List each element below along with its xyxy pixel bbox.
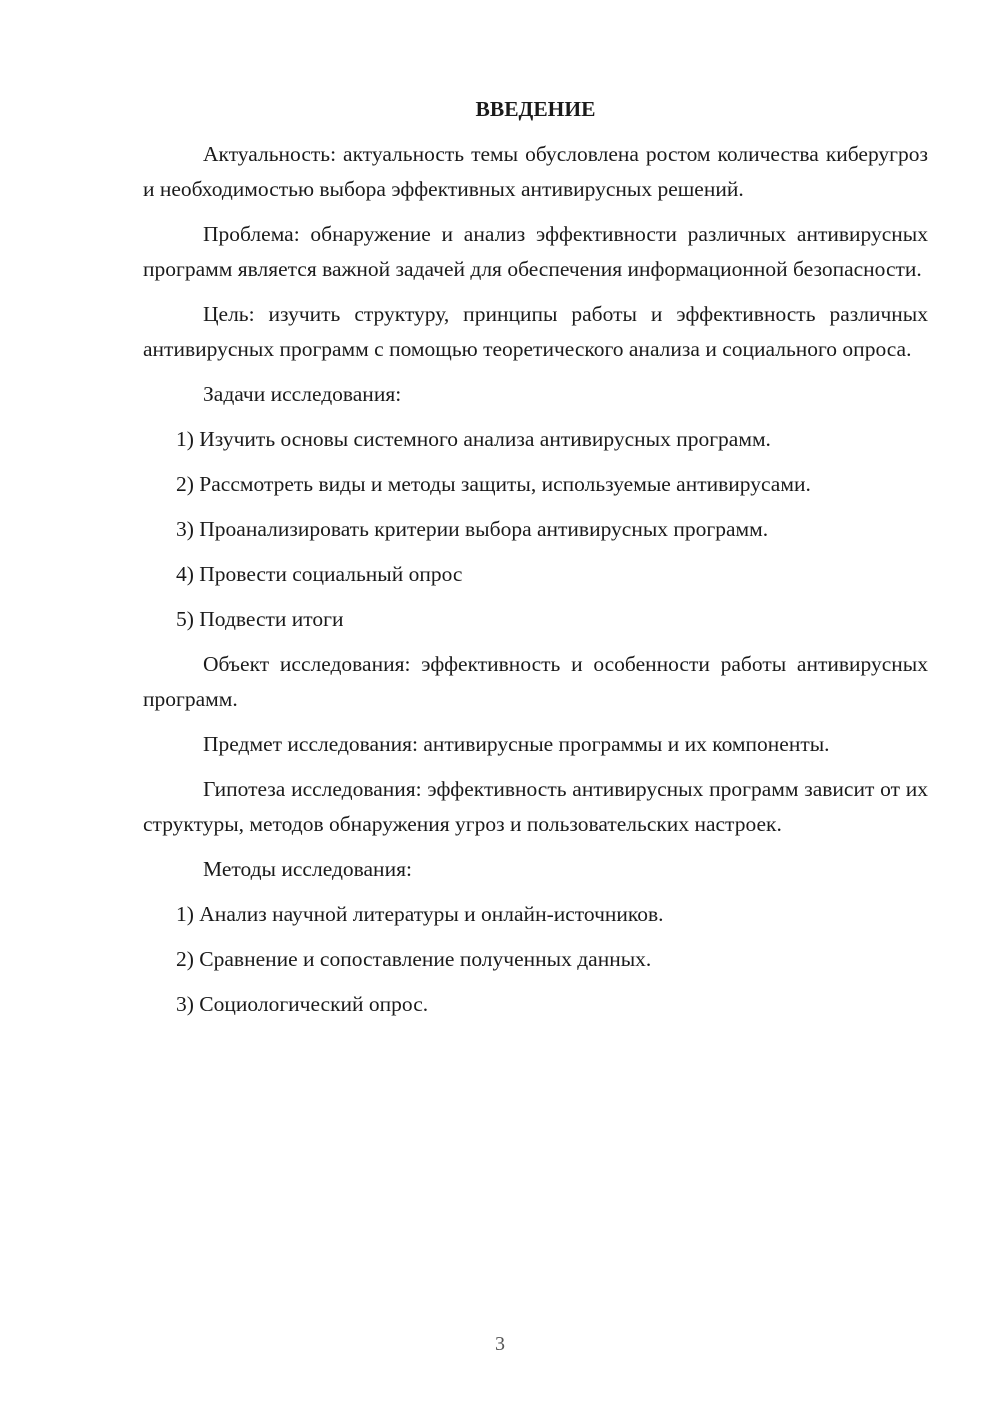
- task-item: 4) Провести социальный опрос: [176, 562, 463, 586]
- page-number: 3: [495, 1333, 505, 1355]
- subject-paragraph: Предмет исследования: антивирусные программы и их компоненты.: [203, 732, 830, 756]
- object-paragraph: Объект исследования: эффективность и особенности работы антивирусных программ.: [143, 652, 928, 711]
- problem-paragraph: Проблема: обнаружение и анализ эффективности различных антивирусных программ является важной задачей для обеспечения информационной безопасности.: [143, 222, 928, 281]
- task-item: 3) Проанализировать критерии выбора антивирусных программ.: [176, 517, 769, 541]
- method-item: 2) Сравнение и сопоставление полученных данных.: [176, 947, 652, 971]
- task-item: 1) Изучить основы системного анализа антивирусных программ.: [176, 427, 771, 451]
- relevance-paragraph: Актуальность: актуальность темы обусловлена ростом количества киберугроз и необходимостью выбора эффективных антивирусных решений.: [143, 142, 928, 201]
- hypothesis-paragraph: Гипотеза исследования: эффективность антивирусных программ зависит от их структуры, методов обнаружения угроз и пользовательских настроек.: [143, 777, 928, 836]
- method-item: 3) Социологический опрос.: [176, 992, 429, 1016]
- page-title: ВВЕДЕНИЕ: [475, 97, 596, 121]
- method-item: 1) Анализ научной литературы и онлайн-источников.: [176, 902, 664, 926]
- tasks-heading: Задачи исследования:: [203, 382, 402, 406]
- task-item: 5) Подвести итоги: [176, 607, 344, 631]
- task-item: 2) Рассмотреть виды и методы защиты, используемые антивирусами.: [176, 472, 811, 496]
- goal-paragraph: Цель: изучить структуру, принципы работы и эффективность различных антивирусных программ с помощью теоретического анализа и социального опроса.: [143, 302, 928, 361]
- page-content: [143, 92, 928, 1032]
- methods-heading: Методы исследования:: [203, 857, 412, 881]
